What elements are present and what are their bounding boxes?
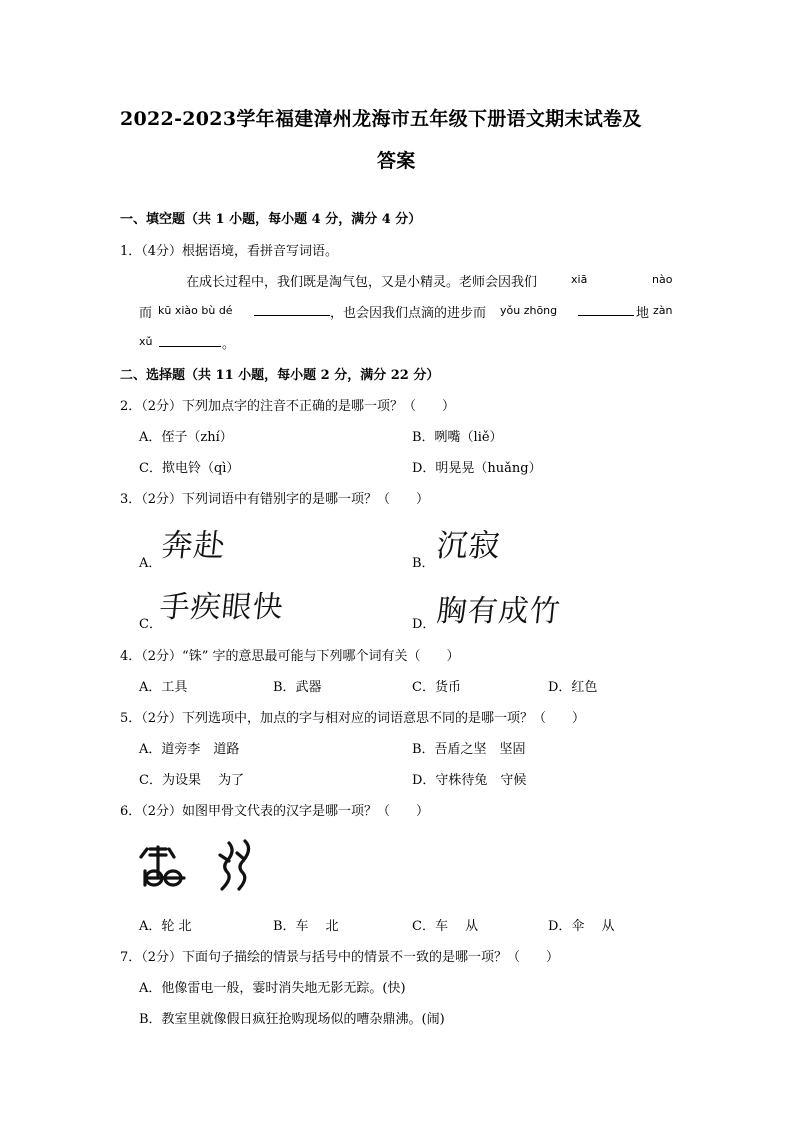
handwritten-word-c: 手疾眼快: [157, 590, 286, 625]
question-2-option-d[interactable]: D．明晃晃（huǎng）: [412, 461, 542, 476]
question-4-option-c[interactable]: C．货币: [412, 680, 461, 695]
question-5-option-a[interactable]: A．道旁李 道路: [139, 742, 240, 757]
handwritten-word-b: 沉寂: [434, 528, 503, 564]
section-heading-multiple-choice: 二、选择题（共 11 小题，每小题 2 分，满分 22 分）: [120, 368, 440, 383]
answer-blank-2[interactable]: [578, 303, 634, 316]
pinyin-zan: zàn: [653, 304, 673, 317]
pinyin-ku-xiao-bu-de: kū xiào bù dé: [158, 304, 233, 317]
section-heading-fill-blank: 一、填空题（共 1 小题，每小题 4 分，满分 4 分）: [120, 212, 422, 227]
oracle-bone-char-cart-icon: [141, 847, 184, 885]
question-5-option-c[interactable]: C．为设果 为了: [139, 773, 245, 788]
pinyin-nao: nào: [652, 273, 673, 286]
question-4-option-a[interactable]: A．工具: [139, 680, 188, 695]
document-title-line1: 2022-2023学年福建漳州龙海市五年级下册语文期末试卷及: [120, 108, 642, 130]
question-7-option-a[interactable]: A．他像雷电一般，霎时消失地无影无踪。(快): [139, 981, 406, 996]
question-7-stem: 7．（2分）下面句子描绘的情景与括号中的情景不一致的是哪一项？（ ）: [120, 950, 560, 965]
question-3-option-c-label[interactable]: C．: [139, 617, 162, 632]
question-5-option-b[interactable]: B．吾盾之坚 坚固: [412, 742, 526, 757]
pinyin-xu: xǔ: [139, 335, 153, 348]
question-5-option-d[interactable]: D．守株待兔 守候: [412, 773, 527, 788]
question-4-option-b[interactable]: B．武器: [273, 680, 322, 695]
question-6-option-a[interactable]: A．轮 北: [139, 919, 192, 934]
question-4-option-d[interactable]: D．红色: [548, 680, 598, 695]
question-3-option-a-label[interactable]: A．: [139, 556, 162, 571]
passage-line2-suffix: 地: [636, 306, 650, 321]
pinyin-you-zhong: yǒu zhōng: [500, 304, 558, 317]
question-2-option-b[interactable]: B．咧嘴（liě）: [412, 430, 503, 445]
oracle-bone-char-people-icon: [220, 841, 249, 889]
document-title-line2: 答案: [377, 150, 416, 172]
question-2-option-c[interactable]: C．揿电铃（qì）: [139, 461, 240, 476]
pinyin-xia: xiā: [571, 273, 588, 286]
answer-blank-1[interactable]: [254, 303, 330, 316]
handwritten-word-a: 奔赴: [159, 528, 228, 564]
oracle-bone-script-image: [136, 835, 266, 895]
handwritten-word-d: 胸有成竹: [434, 594, 563, 629]
question-3-stem: 3．（2分）下列词语中有错别字的是哪一项？（ ）: [120, 492, 430, 507]
answer-blank-3[interactable]: [159, 334, 221, 347]
question-2-option-a[interactable]: A．侄子（zhí）: [139, 430, 233, 445]
question-3-option-b-label[interactable]: B．: [412, 556, 435, 571]
question-6-stem: 6．（2分）如图甲骨文代表的汉字是哪一项？（ ）: [120, 804, 430, 819]
question-1-passage-line1: 在成长过程中，我们既是淘气包，又是小精灵。老师会因我们: [186, 275, 538, 290]
question-1-stem: 1．（4分）根据语境，看拼音写词语。: [120, 244, 339, 259]
question-4-stem: 4．（2分）“铢” 字的意思最可能与下列哪个词有关（ ）: [120, 649, 460, 664]
question-5-stem: 5．（2分）下列选项中，加点的字与相对应的词语意思不同的是哪一项？（ ）: [120, 711, 586, 726]
question-6-option-b[interactable]: B．车 北: [273, 919, 339, 934]
passage-line2-mid: ，也会因我们点滴的进步而: [330, 306, 487, 321]
question-3-option-d-label[interactable]: D．: [412, 617, 436, 632]
question-6-option-d[interactable]: D．伞 从: [548, 919, 615, 934]
passage-end-mark: 。: [222, 337, 236, 352]
question-6-option-c[interactable]: C．车 从: [412, 919, 479, 934]
question-7-option-b[interactable]: B．教室里就像假日疯狂抢购现场似的嘈杂鼎沸。(闹): [139, 1012, 445, 1027]
question-2-stem: 2．（2分）下列加点字的注音不正确的是哪一项？（ ）: [120, 399, 456, 414]
passage-line2-prefix: 而: [139, 306, 153, 321]
